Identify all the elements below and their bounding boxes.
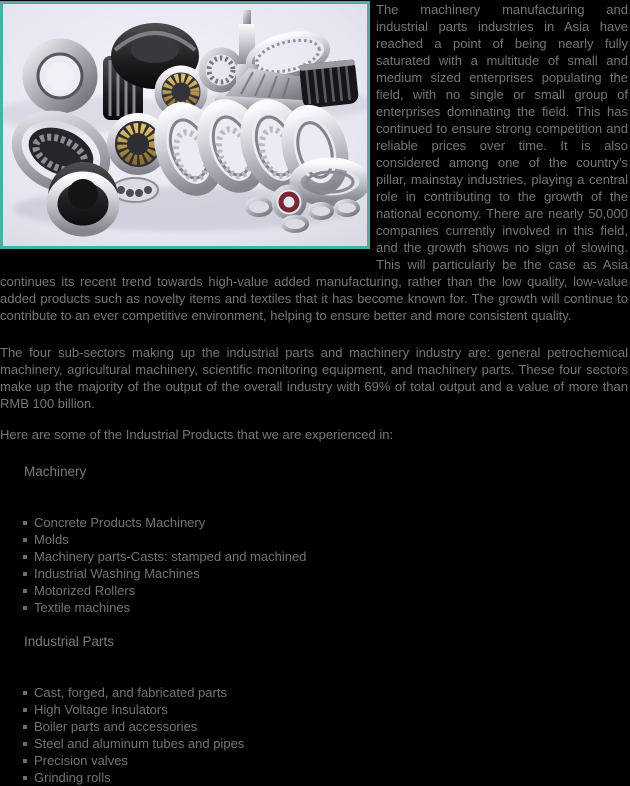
list-item: Molds [34, 531, 628, 548]
machinery-product-list [0, 514, 628, 616]
list-item: Motorized Rollers [34, 582, 628, 599]
list-item: Steel and aluminum tubes and pipes [34, 735, 628, 752]
list-item: Machinery parts-Casts: stamped and machined [34, 548, 628, 565]
list-item: Textile machines [34, 599, 628, 616]
list-item: Precision valves [34, 752, 628, 769]
experienced-line: Here are some of the Industrial Products that we are experienced in: [0, 427, 394, 442]
industrial-parts-heading: Industrial Parts [24, 634, 115, 649]
list-item: High Voltage Insulators [34, 701, 628, 718]
list-item: Grinding rolls [34, 769, 628, 786]
sectors-paragraph: The four sub-sectors making up the industrial parts and machinery industry are: general petrochemical machinery, agricultural machinery, scientific monitoring equipment, and machinery parts. These four sectors make up the majority of the output of the overall industry with 69% of total output and a value of more than RMB 100 billion. [0, 345, 628, 411]
bearings-photo-illustration [3, 4, 367, 246]
list-item: Concrete Products Machinery [34, 514, 628, 531]
list-item: Cast, forged, and fabricated parts [34, 684, 628, 701]
bearings-photo [0, 1, 370, 249]
list-item: Boiler parts and accessories [34, 718, 628, 735]
intro-paragraph: The machinery manufacturing and industrial parts industries in Asia have reached a point of being nearly fully saturated with a multitude of small and medium sized enterprises populating the field, with no single or small group of enterprises dominating the field. This has continued to ensure strong competition and reliable prices over time. It is also considered among one of the country’s pillar, mainstay industries, playing a central role in contributing to the growth of the national economy. There are nearly 50,000 companies currently involved in this field, and the growth shows no sign of slowing. This will particularly be the case as Asia continues its recent trend towards high-value added manufacturing, rather than the low quality, low-value added products such as novelty items and textiles that it has become known for. The growth will continue to contribute to an ever competitive environment, helping to ensure better and more consistent quality. [0, 2, 628, 323]
list-item: Industrial Washing Machines [34, 565, 628, 582]
industrial-parts-product-list [0, 684, 628, 786]
machinery-heading: Machinery [24, 464, 87, 479]
